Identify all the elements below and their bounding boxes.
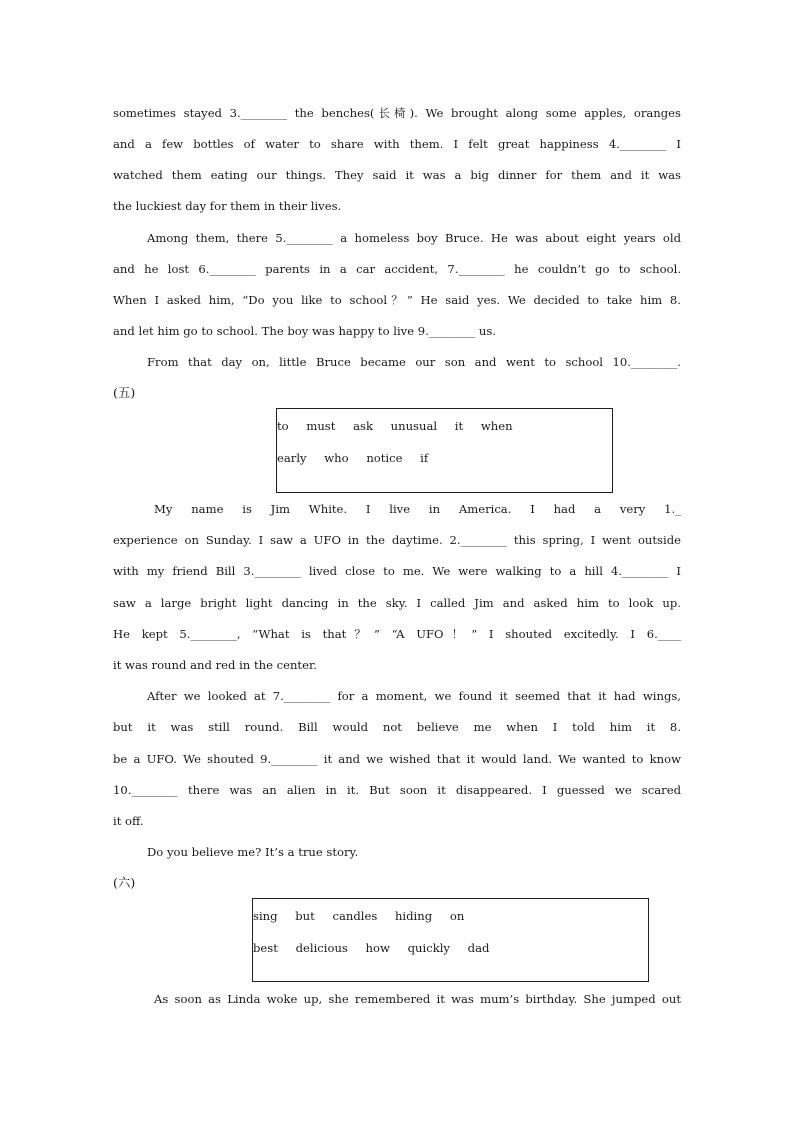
passage-line: experience on Sunday. I saw a UFO in the daytime. 2.________ this spring, I went outside — [113, 533, 681, 547]
word-bank-row: to must ask unusual it when — [277, 419, 513, 433]
passage-line: but it was still round. Bill would not believe me when I told him it 8. — [113, 720, 681, 734]
passage-line: sometimes stayed 3.________ the benches(长椅). We brought along some apples, oranges — [113, 106, 681, 120]
section-label: (五) — [113, 385, 136, 400]
word-bank-box — [252, 898, 649, 982]
passage-line: Do you believe me? It’s a true story. — [147, 845, 359, 859]
word-bank-box — [276, 408, 613, 493]
passage-line: and a few bottles of water to share with them. I felt great happiness 4.________ I — [113, 137, 681, 151]
section-label: (六) — [113, 875, 136, 890]
passage-line: When I asked him, “Do you like to school？” He said yes. We decided to take him 8. — [113, 293, 681, 307]
passage-line: After we looked at 7.________ for a moment, we found it seemed that it had wings, — [147, 689, 681, 703]
passage-line: 10.________ there was an alien in it. But soon it disappeared. I guessed we scared — [113, 783, 681, 797]
word-bank-row: early who notice if — [277, 451, 429, 465]
passage-line: with my friend Bill 3.________ lived close to me. We were walking to a hill 4.________ I — [113, 564, 681, 578]
word-bank-row: best delicious how quickly dad — [253, 941, 490, 955]
passage-line: and he lost 6.________ parents in a car accident, 7.________ he couldn’t go to school. — [113, 262, 681, 276]
passage-line: He kept 5.________, “What is that？” “A UFO！” I shouted excitedly. I 6.____ — [113, 627, 681, 641]
passage-line: the luckiest day for them in their lives. — [113, 199, 342, 213]
passage-line: it was round and red in the center. — [113, 658, 317, 672]
passage-line: As soon as Linda woke up, she remembered it was mum’s birthday. She jumped out — [154, 992, 681, 1006]
passage-line: From that day on, little Bruce became our son and went to school 10.________. — [147, 355, 681, 369]
passage-line: watched them eating our things. They said it was a big dinner for them and it was — [113, 168, 681, 182]
passage-line: it off. — [113, 814, 144, 828]
passage-line: be a UFO. We shouted 9.________ it and we wished that it would land. We wanted to know — [113, 752, 681, 766]
passage-line: My name is Jim White. I live in America. I had a very 1._ — [154, 502, 681, 516]
passage-line: saw a large bright light dancing in the sky. I called Jim and asked him to look up. — [113, 596, 681, 610]
word-bank-row: sing but candles hiding on — [253, 909, 465, 923]
passage-line: Among them, there 5.________ a homeless boy Bruce. He was about eight years old — [147, 231, 681, 245]
passage-line: and let him go to school. The boy was happy to live 9.________ us. — [113, 324, 496, 338]
